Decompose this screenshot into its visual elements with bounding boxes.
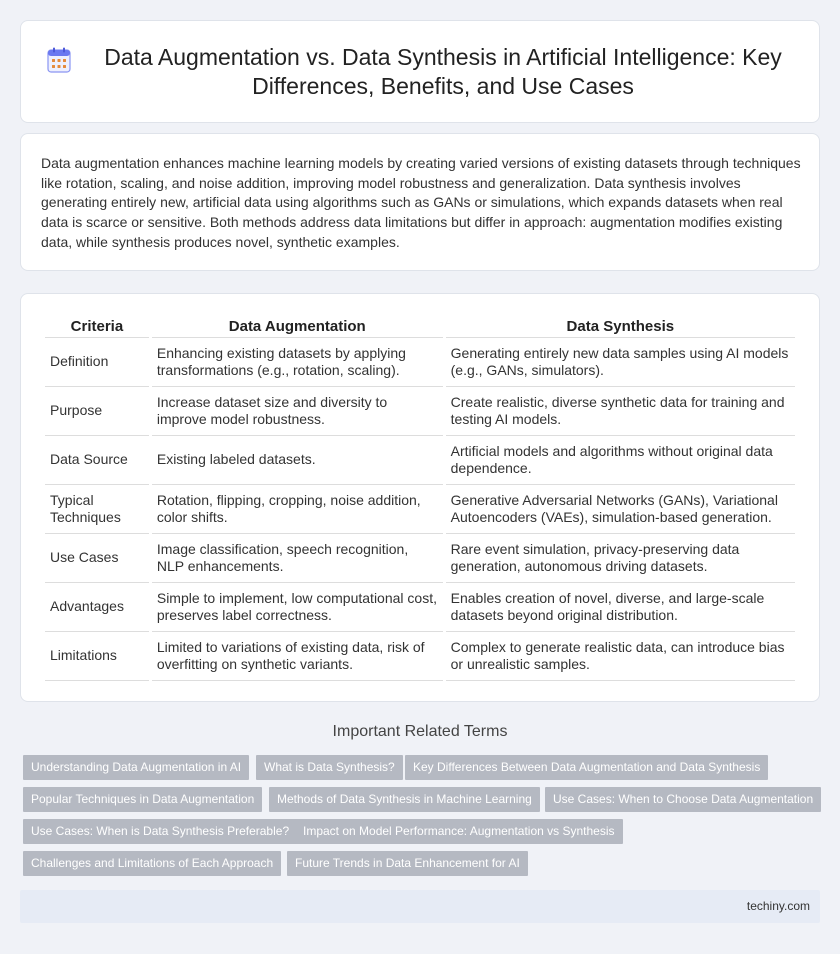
header-augmentation: Data Augmentation: [152, 314, 443, 338]
augmentation-cell: Rotation, flipping, cropping, noise addition, color shifts.: [152, 485, 443, 534]
comparison-table: [42, 314, 798, 681]
related-tag[interactable]: Methods of Data Synthesis in Machine Learning: [269, 787, 540, 812]
table-row: [45, 632, 795, 681]
related-terms-heading: Important Related Terms: [332, 723, 508, 740]
table-row: [45, 485, 795, 534]
criteria-cell: Advantages: [45, 583, 149, 632]
augmentation-cell: Existing labeled datasets.: [152, 436, 443, 485]
criteria-cell: Limitations: [45, 632, 149, 681]
related-tag[interactable]: Popular Techniques in Data Augmentation: [23, 787, 262, 812]
title-card: [20, 20, 820, 123]
table-row: [45, 534, 795, 583]
criteria-cell: Typical Techniques: [45, 485, 149, 534]
related-tag[interactable]: Understanding Data Augmentation in AI: [23, 755, 249, 780]
table-header-row: [45, 314, 795, 338]
augmentation-cell: Image classification, speech recognition, NLP enhancements.: [152, 534, 443, 583]
synthesis-cell: Artificial models and algorithms without original data dependence.: [446, 436, 795, 485]
header-synthesis: Data Synthesis: [446, 314, 795, 338]
intro-paragraph: Data augmentation enhances machine learning models by creating varied versions of existing datasets through techniques like rotation, scaling, and noise addition, improving model robustness and generalization. Data synthesis involves generating entirely new, artificial data using algorithms such as GANs or simulations, which expands datasets when real data is scarce or sensitive. Both methods address data limitations but differ in approach: augmentation modifies existing data, while synthesis produces novel, synthetic examples.: [41, 155, 801, 250]
table-row: [45, 583, 795, 632]
header-criteria: Criteria: [45, 314, 149, 338]
related-tag[interactable]: Use Cases: When is Data Synthesis Preferable?: [23, 819, 297, 844]
related-tag[interactable]: Future Trends in Data Enhancement for AI: [287, 851, 528, 876]
related-tag[interactable]: What is Data Synthesis?: [256, 755, 403, 780]
page-title: Data Augmentation vs. Data Synthesis in Artificial Intelligence: Key Differences, Benefits, and Use Cases: [104, 43, 782, 99]
synthesis-cell: Generative Adversarial Networks (GANs), Variational Autoencoders (VAEs), simulation-based generation.: [446, 485, 795, 534]
criteria-cell: Use Cases: [45, 534, 149, 583]
synthesis-cell: Create realistic, diverse synthetic data for training and testing AI models.: [446, 387, 795, 436]
synthesis-cell: Generating entirely new data samples using AI models (e.g., GANs, simulators).: [446, 338, 795, 387]
table-row: [45, 436, 795, 485]
criteria-cell: Data Source: [45, 436, 149, 485]
footer: [20, 890, 820, 923]
footer-site-name[interactable]: techiny.com: [746, 899, 810, 913]
related-tag[interactable]: Key Differences Between Data Augmentation and Data Synthesis: [405, 755, 768, 780]
related-tag[interactable]: Impact on Model Performance: Augmentation vs Synthesis: [295, 819, 623, 844]
criteria-cell: Purpose: [45, 387, 149, 436]
comparison-table-card: [20, 293, 820, 702]
synthesis-cell: Enables creation of novel, diverse, and large-scale datasets beyond original distribution.: [446, 583, 795, 632]
augmentation-cell: Increase dataset size and diversity to improve model robustness.: [152, 387, 443, 436]
related-tag[interactable]: Use Cases: When to Choose Data Augmentation: [545, 787, 821, 812]
table-row: [45, 338, 795, 387]
augmentation-cell: Enhancing existing datasets by applying transformations (e.g., rotation, scaling).: [152, 338, 443, 387]
synthesis-cell: Rare event simulation, privacy-preserving data generation, autonomous driving datasets.: [446, 534, 795, 583]
intro-card: [20, 133, 820, 271]
augmentation-cell: Limited to variations of existing data, risk of overfitting on synthetic variants.: [152, 632, 443, 681]
augmentation-cell: Simple to implement, low computational cost, preserves label correctness.: [152, 583, 443, 632]
synthesis-cell: Complex to generate realistic data, can introduce bias or unrealistic samples.: [446, 632, 795, 681]
table-row: [45, 387, 795, 436]
related-tag[interactable]: Challenges and Limitations of Each Approach: [23, 851, 281, 876]
criteria-cell: Definition: [45, 338, 149, 387]
